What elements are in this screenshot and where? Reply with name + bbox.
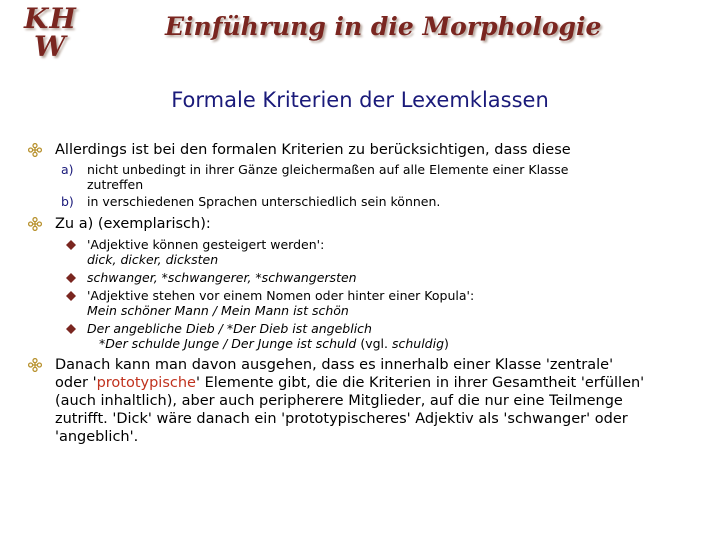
example-subline-italic: *Der schulde Junge / Der Junge ist schuld	[99, 336, 357, 351]
khw-logo	[22, 2, 92, 62]
bullet-allerdings	[28, 141, 708, 159]
sub-item-a-line1: nicht unbedingt in ihrer Gänze gleichermaßen auf alle Elemente einer Klasse	[87, 162, 569, 177]
paragraph-line2-post: ' Elemente gibt, die die Kriterien in ihrer Gesamtheit 'erfüllen'	[195, 375, 645, 391]
example-subline-plain2: )	[444, 336, 449, 351]
sub-marker-a: a)	[61, 162, 74, 177]
logo-line2: W	[34, 30, 66, 63]
paragraph-line2	[55, 374, 708, 392]
diamond-bullet-icon	[66, 324, 76, 334]
example-angeblich	[66, 321, 708, 351]
sub-marker-b: b)	[61, 194, 74, 209]
example-text: Der angebliche Dieb / *Der Dieb ist angeblich	[87, 321, 372, 336]
example-text: 'Adjektive stehen vor einem Nomen oder hinter einer Kopula':	[87, 288, 475, 303]
paragraph-line4: zutrifft. 'Dick' wäre danach ein 'prototypischeres' Adjektiv als 'schwanger' oder	[55, 411, 628, 427]
paragraph-line2-pre: oder '	[55, 375, 97, 391]
slide-title: Formale Kriterien der Lexemklassen	[171, 88, 549, 112]
bullet-zu-a	[28, 215, 708, 233]
paragraph-line5: 'angeblich'.	[55, 429, 139, 445]
sub-item-a	[61, 162, 708, 192]
example-subline: dick, dicker, dicksten	[87, 252, 219, 267]
logo-line1: KH	[24, 2, 77, 35]
bullet-text: Allerdings ist bei den formalen Kriterien zu berücksichtigen, dass diese	[55, 142, 571, 158]
example-steigerung	[66, 237, 708, 267]
highlight-prototypische: prototypische	[96, 375, 196, 391]
slide-content	[28, 141, 708, 446]
example-subline	[87, 336, 708, 351]
cross-flower-bullet-icon	[28, 217, 42, 231]
bullet-text: Zu a) (exemplarisch):	[55, 216, 211, 232]
cross-flower-bullet-icon	[28, 358, 42, 372]
cross-flower-bullet-icon	[28, 143, 42, 157]
example-text: schwanger, *schwangerer, *schwangersten	[87, 270, 357, 285]
example-schwanger	[66, 270, 708, 285]
diamond-bullet-icon	[66, 291, 76, 301]
course-title: Einführung in die Morphologie	[165, 12, 602, 41]
paragraph-line3: (auch inhaltlich), aber auch peripherere Mitglieder, auf die nur eine Teilmenge	[55, 393, 623, 409]
example-text: 'Adjektive können gesteigert werden':	[87, 237, 325, 252]
diamond-bullet-icon	[66, 273, 76, 283]
paragraph-line1: Danach kann man davon ausgehen, dass es innerhalb einer Klasse 'zentrale'	[55, 357, 614, 373]
diamond-bullet-icon	[66, 240, 76, 250]
sub-item-b	[61, 194, 708, 209]
sub-item-a-line2: zutreffen	[87, 177, 144, 192]
slide-header	[0, 0, 720, 70]
example-subline-italic2: schuldig	[391, 336, 445, 351]
bullet-danach	[28, 356, 708, 446]
example-subline: Mein schöner Mann / Mein Mann ist schön	[87, 303, 349, 318]
example-kopula	[66, 288, 708, 318]
example-subline-plain: (vgl.	[356, 336, 392, 351]
sub-item-b-line: in verschiedenen Sprachen unterschiedlich sein können.	[87, 194, 441, 209]
